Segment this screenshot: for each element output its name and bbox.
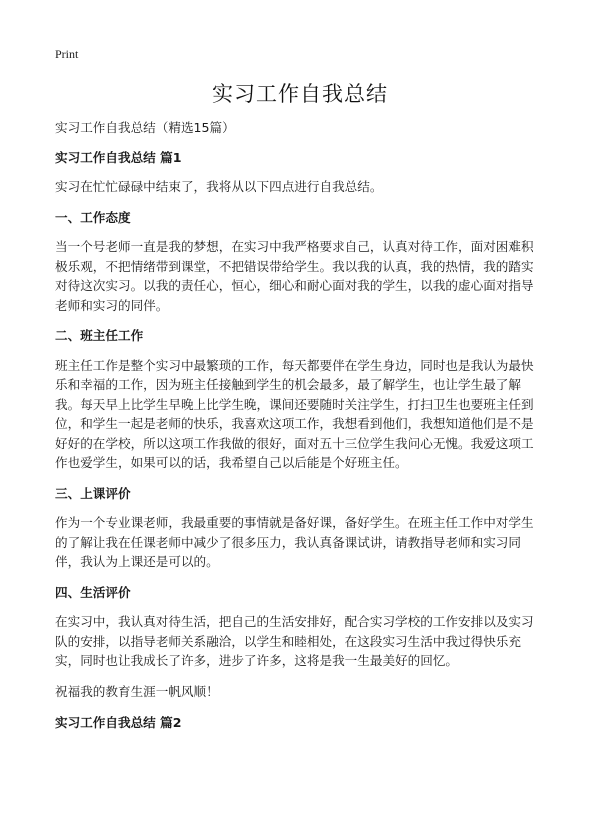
section-2-heading: 二、班主任工作 [55, 328, 144, 343]
section-3-body: 作为一个专业课老师，我最重要的事情就是备好课，备好学生。在班主任工作中对学生的了解让我在任课老师中减少了很多压力，我认真备课试讲，请教指导老师和实习同伴，我认为上课还是可以的。 [55, 515, 534, 569]
section-3-heading: 三、上课评价 [55, 485, 131, 501]
piece-2-heading: 实习工作自我总结 篇2 [55, 715, 182, 730]
article-subtitle: 实习工作自我总结（精选15篇） [55, 120, 235, 135]
section-1-body: 当一个号老师一直是我的梦想，在实习中我严格要求自己，认真对待工作，面对困难积极乐观，不把情绪带到课堂，不把错误带给学生。我以我的认真，我的热情，我的踏实对待这次实习。以我的责任心，恒心，细心和耐心面对我的学生，以我的虚心面对指导老师和实习的同伴。 [55, 239, 534, 313]
print-link[interactable]: Print [55, 47, 79, 61]
piece-1-heading: 实习工作自我总结 篇1 [55, 149, 182, 165]
section-4-body: 在实习中，我认真对待生活，把自己的生活安排好，配合实习学校的工作安排以及实习队的安排，以指导老师关系融洽，以学生和睦相处，在这段实习生活中我过得快乐充实，同时也让我成长了许多，进步了许多，这将是我一生最美好的回忆。 [55, 614, 534, 668]
section-1-heading: 一、工作态度 [55, 209, 131, 225]
article-body [55, 118, 544, 743]
page-title: 实习工作自我总结 [212, 82, 388, 106]
closing-line: 祝福我的教育生涯一帆风顺！ [55, 683, 219, 699]
section-2-body: 班主任工作是整个实习中最繁琐的工作，每天都要伴在学生身边，同时也是我认为最快乐和幸福的工作，因为班主任接触到学生的机会最多，最了解学生，也让学生最了解我。每天早上比学生早晚上比学生晚，课间还要随时关注学生，打扫卫生也要班主任到位，和学生一起是老师的快乐，我喜欢这项工作，我想看到他们，我想知道他们是不是好好的在学校，所以这项工作我做的很好，面对五十三位学生我问心无愧。我爱这项工作也爱学生，如果可以的话，我希望自己以后能是个好班主任。 [55, 357, 534, 470]
intro-paragraph: 实习在忙忙碌碌中结束了，我将从以下四点进行自我总结。 [55, 179, 383, 194]
section-4-heading: 四、生活评价 [55, 584, 131, 600]
